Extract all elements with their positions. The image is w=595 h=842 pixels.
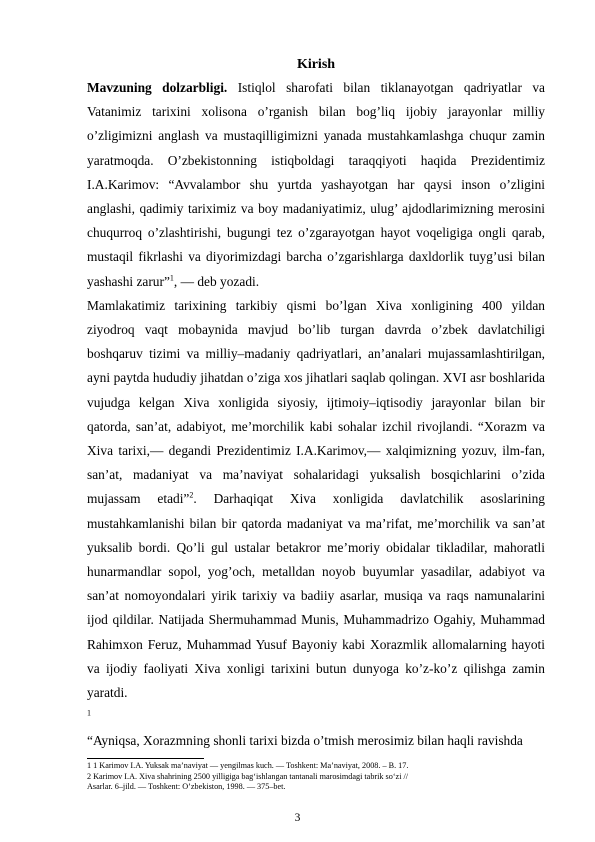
footnote-marker: 2 — [189, 490, 194, 500]
paragraph-khorezm — [87, 705, 545, 753]
footnote-2: 2 Karimov I.A. Xiva shahrining 2500 yilligiga bag‘ishlangan tantanali marosimdagi tabrik so‘zi // — [87, 771, 409, 781]
footnote-divider — [87, 758, 204, 759]
document-body — [87, 56, 545, 754]
paragraph-tail: , — deb yozadi. — [173, 273, 260, 289]
page-number: 3 — [294, 812, 301, 824]
footnote-2-cont: Asarlar. 6–jild. — Toshkent: O’zbekiston, 1998. — 375–bet. — [87, 782, 286, 792]
paragraph-tail: . Darhaqiqat Xiva xonligida davlatchilik asoslarining mustahkamlanishi bilan bir qatorda madaniyat va ma’rifat, me’morchilik va san’at yuksalib bordi. Qo’li gul ustalar betakror me’moriy obidalar tikladilar, mahoratli hunarmandlar sopol, yog’och, metalldan noyob buyumlar yasadilar, adabiyot va san’at nomoyondalari yirik tarixiy va badiiy asarlar, musiqa va raqs namunalarini ijod qildilar. Natijada Shermuhammad Munis, Muhammadrizo Ogahiy, Muhammad Rahimxon Feruz, Muhammad Yusuf Bayoniy kabi Xorazmlik allomalarning hayoti va ijodiy faoliyati Xiva xonligi tarixini butun dunyoga ko’z-ko’z qilishga zamin yaratdi. — [87, 491, 545, 701]
paragraph-lead: Mavzuning dolzarbligi. — [87, 80, 228, 95]
footnote-1: 1 1 Karimov I.A. Yuksak ma’naviyat — yengilmas kuch. — Toshkent: Ma’naviyat, 2008. – B. 17. — [87, 761, 409, 770]
paragraph-text: Mamlakatimiz tarixining tarkibiy qismi bo’lgan Xiva xonligining 400 yildan ziyodroq vaqt mobaynida mavjud bo’lib turgan davrda o’zbek davlatchiligi boshqaruv tizimi va milliy–madaniy qadriyatlari, an’analari mujassamlashtirilgan, ayni paytda hududiy jihatdan o’ziga xos jihatlari saqlab qolingan. XVI asr boshlarida vujudga kelgan Xiva xonligida siyosiy, ijtimoiy–iqtisodiy jarayonlar bilan bir qatorda, san’at, adabiyot, me’morchilik kabi sohalar izchil rivojlandi. “Xorazm va Xiva tarixi,— degandi Prezidentimiz I.A.Karimov,— xalqimizning yozuv, ilm-fan, san’at, madaniyat va ma’naviyat sohalaridagi yuksalish bosqichlarini o’zida mujassam etadi” — [87, 297, 545, 507]
paragraph-relevance — [87, 76, 545, 294]
footnote-marker: 1 — [169, 273, 174, 283]
paragraph-khiva — [87, 294, 545, 705]
footnotes — [87, 758, 545, 793]
paragraph-text: Istiqlol sharofati bilan tiklanayotgan qadriyatlar va Vatanimiz tarixini xolisona o’rganish bilan bog’liq ijobiy jarayonlar milliy o’zligimizni anglash va mustaqilligimizni yanada mustahkamlashga chuqur zamin yaratmoqda. O’zbekistonning istiqboldagi taraqqiyoti haqida Prezidentimiz I.A.Karimov: “Avvalambor shu yurtda yashayotgan har qaysi inson o’zligini anglashi, qadimiy tariximiz va boy madaniyatimiz, ulug’ ajdodlarimizning merosini chuqurroq o’zlashtirishi, bugungi tez o’zgarayotgan hayot voqeligiga ongli qarab, mustaqil fikrlashi va diyorimizdagi barcha o’zgarishlarga daxldorlik tuyg’usi bilan yashashi zarur” — [87, 80, 545, 289]
section-heading: Kirish — [296, 57, 336, 72]
paragraph-text: “Ayniqsa, Xorazmning shonli tarixi bizda o’tmish merosimiz bilan haqli ravishda — [87, 733, 523, 749]
footnote-marker: 1 — [87, 708, 91, 718]
